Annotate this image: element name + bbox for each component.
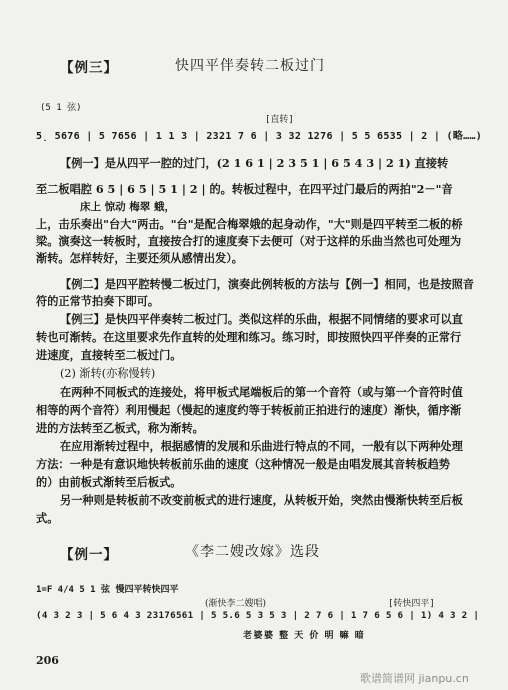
example3-title: 快四平伴奏转二板过门: [175, 58, 325, 74]
p2-line1: 【例二】是四平腔转慢二板过门，演奏此例转板的方法与【例一】相同，也是按照音: [60, 277, 474, 291]
p1-line5: 梁。演奏这一转板时，直接按合打的速度奏下去便可（对于这样的乐曲当然也可处理为: [36, 234, 462, 248]
p3-line1: 【例三】是快四平伴奏转二板过门。类似这样的乐曲，根据不同情绪的要求可以直: [60, 312, 463, 326]
p1-line2: 至二板唱腔 6 5 | 6 5 | 5 1 | 2 | 的。转板过程中，在四平过门最后的两拍"2－"音: [36, 182, 453, 196]
p4-line3: 进的方法转至乙板式，称为渐转。: [36, 421, 204, 435]
p1-lyrics: 床上 惊动 梅翠 蛾，: [80, 201, 175, 213]
p1-line1: 【例一】是从四平一腔的过门，(2 1 6 1 | 2 3 5 1 | 6 5 4 3 | 2 1) 直接转: [60, 156, 449, 170]
p4-line1: 在两种不同板式的连接处，将甲板式尾端板后的第一个音符（或与第一个音符时值: [60, 385, 463, 399]
p1-line6: 渐转。怎样转好，主要还须从感情出发）。: [36, 251, 243, 265]
p5-line1: 在应用渐转过程中，根据感情的发展和乐曲进行特点的不同，一般有以下两种处理: [60, 439, 463, 453]
p4-line2: 相等的两个音符）利用慢起（慢起的速度约等于转板前正拍进行的速度）渐快，循序渐: [36, 403, 462, 417]
site-watermark: 歌谱简谱网 jianpu.cn: [360, 672, 469, 685]
p6-line2: 式。: [36, 511, 59, 525]
example1-title: 《李二嫂改嫁》选段: [185, 544, 320, 560]
example3-score-line: 5̣ 5676 | 5 7656 | 1 1 3 | 2321 7 6 | 3 32 1276 | 5 5 6535 | 2 | (略……): [36, 131, 483, 142]
section-heading-gradual: (2) 渐转(亦称慢转): [60, 367, 156, 380]
p5-line2: 方法：一种是有意识地快转板前乐曲的速度（这种情况一般是由唱发展其音转板趋势: [36, 457, 450, 471]
p3-line3: 进速度，直接转至二板过门。: [36, 348, 182, 362]
example1-lyrics: 老婆婆 整 天 价 明 嘛 暗: [243, 631, 366, 641]
example1-score-line: (4 3 2 3 | 5 6 4 3 23176561 | 5 5.6 5 3 5 3 | 2 7 6 | 1 7 6 5 6 | 1) 4 3 2 |: [36, 610, 480, 621]
p2-line2: 符的正常节拍奏下即可。: [36, 294, 160, 308]
p1-line4: 上，击乐奏出"台大"两击。"台"是配合梅翠娥的起身动作，"大"则是四平转至二板的桥: [36, 217, 463, 231]
example3-bracket-label: [直转]: [265, 115, 294, 125]
example3-label: 【例三】: [60, 60, 118, 76]
example1-annotation: (渐快李二嫂唱): [205, 599, 267, 609]
example3-string-note: (5 1 弦): [40, 103, 82, 113]
example1-bracket-label: [转快四平]: [388, 599, 435, 609]
p6-line1: 另一种则是转板前不改变前板式的进行速度，从转板开始，突然由慢渐快转至后板: [60, 493, 463, 507]
example1-key-line: 1=F 4/4 5 1 弦 慢四平转快四平: [36, 585, 179, 595]
p3-line2: 转也可渐转。在这里要求先作直转的处理和练习。练习时，即按照快四平伴奏的正常行: [36, 330, 462, 344]
page-number: 206: [36, 654, 59, 667]
p5-line3: 的）由前板式渐转至后板式。: [36, 475, 182, 489]
example1-label: 【例一】: [60, 547, 118, 563]
